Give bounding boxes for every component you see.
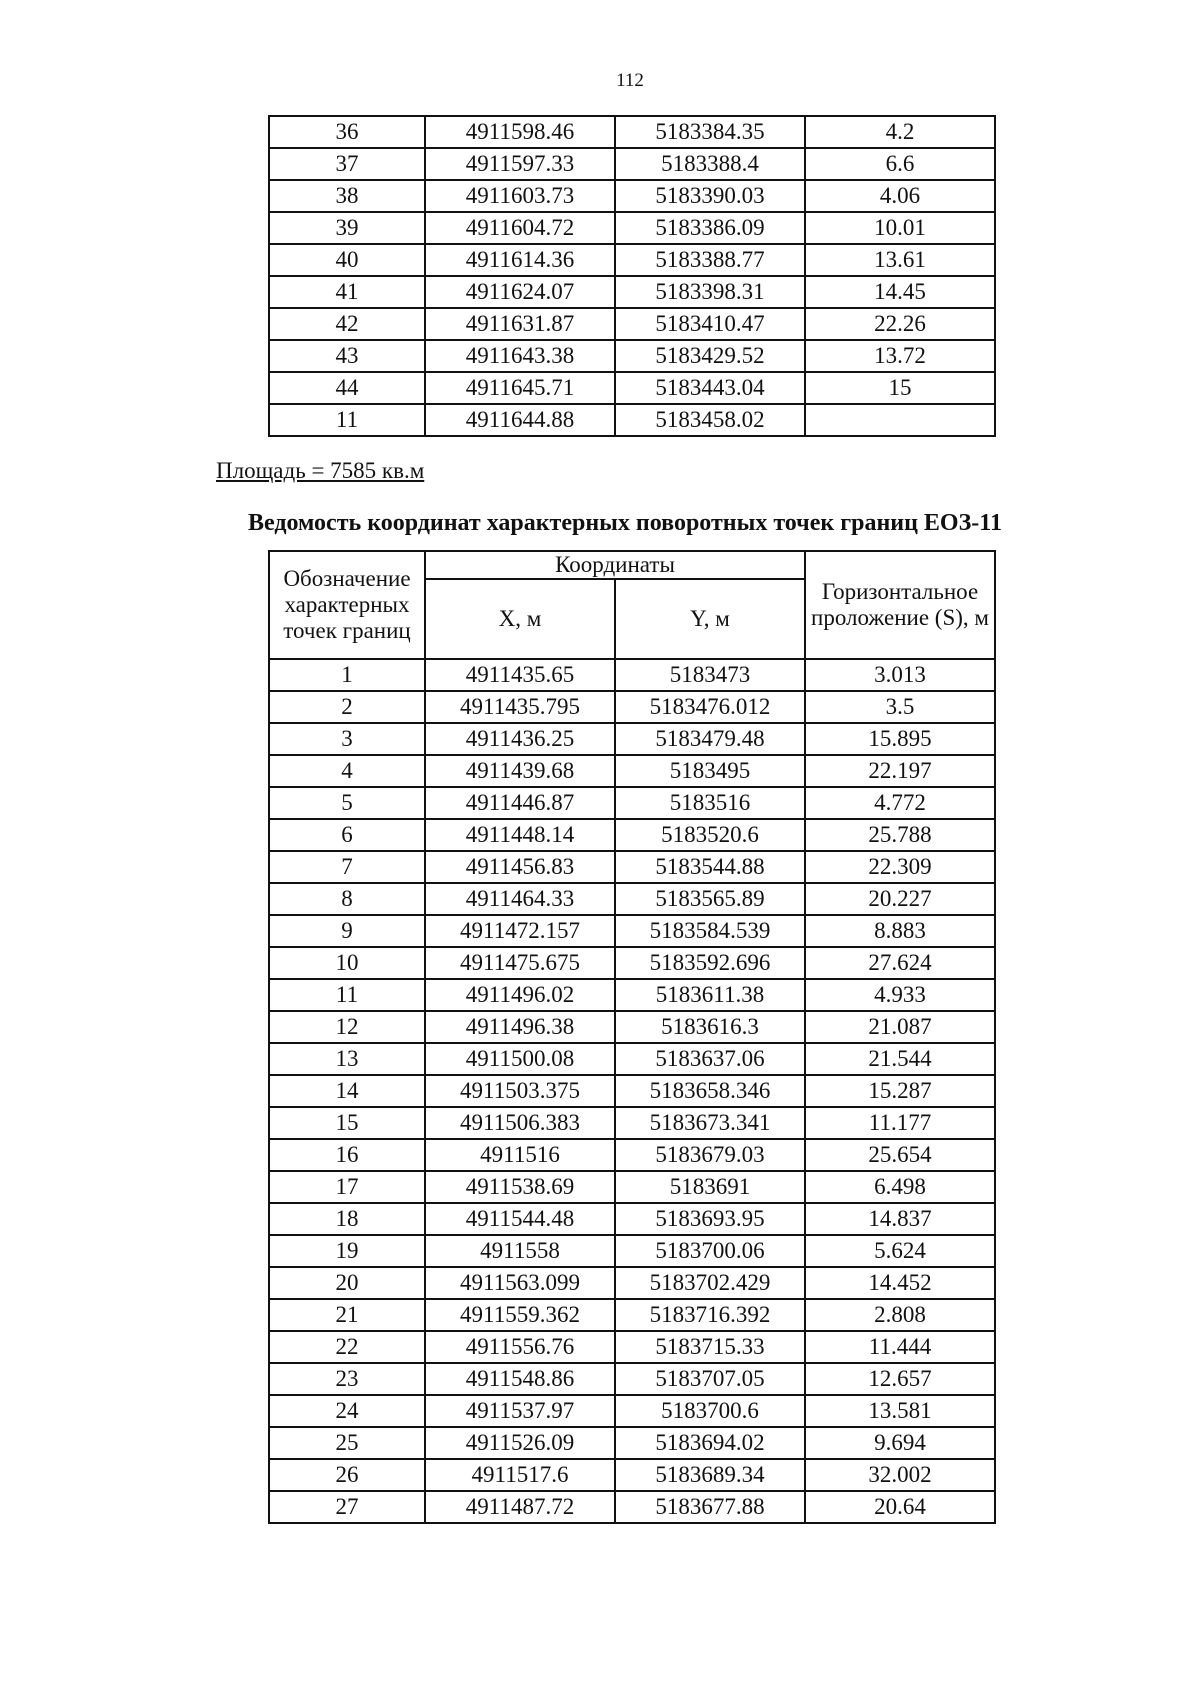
table-row — [269, 372, 995, 404]
header-x: X, м — [425, 579, 615, 659]
point-cell: 11 — [269, 404, 425, 436]
y-cell: 5183693.95 — [615, 1203, 805, 1235]
point-cell: 21 — [269, 1299, 425, 1331]
point-cell: 13 — [269, 1043, 425, 1075]
x-cell: 4911516 — [425, 1139, 615, 1171]
coordinates-table-body — [269, 116, 995, 436]
distance-cell: 25.654 — [805, 1139, 995, 1171]
x-cell: 4911563.099 — [425, 1267, 615, 1299]
table-row — [269, 947, 995, 979]
table-row — [269, 1363, 995, 1395]
y-cell: 5183700.06 — [615, 1235, 805, 1267]
x-cell: 4911526.09 — [425, 1427, 615, 1459]
y-cell: 5183384.35 — [615, 116, 805, 148]
x-cell: 4911559.362 — [425, 1299, 615, 1331]
y-cell: 5183390.03 — [615, 180, 805, 212]
x-cell: 4911475.675 — [425, 947, 615, 979]
distance-cell: 32.002 — [805, 1459, 995, 1491]
distance-cell: 13.61 — [805, 244, 995, 276]
distance-cell: 27.624 — [805, 947, 995, 979]
y-cell: 5183584.539 — [615, 915, 805, 947]
point-cell: 6 — [269, 819, 425, 851]
y-cell: 5183479.48 — [615, 723, 805, 755]
x-cell: 4911496.38 — [425, 1011, 615, 1043]
table-row — [269, 116, 995, 148]
point-cell: 25 — [269, 1427, 425, 1459]
distance-cell: 3.013 — [805, 659, 995, 691]
x-cell: 4911603.73 — [425, 180, 615, 212]
y-cell: 5183476.012 — [615, 691, 805, 723]
point-cell: 37 — [269, 148, 425, 180]
distance-cell — [805, 404, 995, 436]
y-cell: 5183673.341 — [615, 1107, 805, 1139]
x-cell: 4911448.14 — [425, 819, 615, 851]
point-cell: 22 — [269, 1331, 425, 1363]
x-cell: 4911558 — [425, 1235, 615, 1267]
distance-cell: 20.64 — [805, 1491, 995, 1523]
y-cell: 5183398.31 — [615, 276, 805, 308]
distance-cell: 25.788 — [805, 819, 995, 851]
table-row — [269, 180, 995, 212]
point-cell: 14 — [269, 1075, 425, 1107]
coordinates-table-continued — [268, 115, 996, 437]
y-cell: 5183700.6 — [615, 1395, 805, 1427]
x-cell: 4911446.87 — [425, 787, 615, 819]
header-coordinates: Координаты — [425, 551, 805, 579]
distance-cell: 8.883 — [805, 915, 995, 947]
y-cell: 5183473 — [615, 659, 805, 691]
area-label: Площадь = 7585 кв.м — [216, 458, 425, 483]
distance-cell: 15.287 — [805, 1075, 995, 1107]
point-cell: 18 — [269, 1203, 425, 1235]
table-row — [269, 883, 995, 915]
table-row — [269, 1139, 995, 1171]
x-cell: 4911624.07 — [425, 276, 615, 308]
distance-cell: 15.895 — [805, 723, 995, 755]
distance-cell: 11.177 — [805, 1107, 995, 1139]
distance-cell: 4.933 — [805, 979, 995, 1011]
table-row — [269, 755, 995, 787]
point-cell: 24 — [269, 1395, 425, 1427]
table-row — [269, 1299, 995, 1331]
distance-cell: 5.624 — [805, 1235, 995, 1267]
point-cell: 44 — [269, 372, 425, 404]
table-row — [269, 340, 995, 372]
x-cell: 4911496.02 — [425, 979, 615, 1011]
y-cell: 5183691 — [615, 1171, 805, 1203]
x-cell: 4911604.72 — [425, 212, 615, 244]
x-cell: 4911631.87 — [425, 308, 615, 340]
distance-cell: 13.72 — [805, 340, 995, 372]
y-cell: 5183565.89 — [615, 883, 805, 915]
point-cell: 11 — [269, 979, 425, 1011]
distance-cell: 4.2 — [805, 116, 995, 148]
distance-cell: 3.5 — [805, 691, 995, 723]
x-cell: 4911472.157 — [425, 915, 615, 947]
table-row — [269, 1459, 995, 1491]
distance-cell: 22.26 — [805, 308, 995, 340]
table-row — [269, 212, 995, 244]
point-cell: 43 — [269, 340, 425, 372]
point-cell: 40 — [269, 244, 425, 276]
point-cell: 19 — [269, 1235, 425, 1267]
table-row — [269, 1203, 995, 1235]
y-cell: 5183611.38 — [615, 979, 805, 1011]
table-row — [269, 1235, 995, 1267]
y-cell: 5183679.03 — [615, 1139, 805, 1171]
table-row — [269, 915, 995, 947]
table-row — [269, 1491, 995, 1523]
x-cell: 4911548.86 — [425, 1363, 615, 1395]
distance-cell: 22.309 — [805, 851, 995, 883]
x-cell: 4911644.88 — [425, 404, 615, 436]
y-cell: 5183707.05 — [615, 1363, 805, 1395]
point-cell: 5 — [269, 787, 425, 819]
y-cell: 5183716.392 — [615, 1299, 805, 1331]
distance-cell: 14.837 — [805, 1203, 995, 1235]
distance-cell: 20.227 — [805, 883, 995, 915]
distance-cell: 10.01 — [805, 212, 995, 244]
x-cell: 4911456.83 — [425, 851, 615, 883]
y-cell: 5183410.47 — [615, 308, 805, 340]
point-cell: 7 — [269, 851, 425, 883]
x-cell: 4911597.33 — [425, 148, 615, 180]
x-cell: 4911503.375 — [425, 1075, 615, 1107]
y-cell: 5183677.88 — [615, 1491, 805, 1523]
table-row — [269, 979, 995, 1011]
point-cell: 27 — [269, 1491, 425, 1523]
table-row — [269, 1427, 995, 1459]
table-row — [269, 851, 995, 883]
table-row — [269, 308, 995, 340]
table-row — [269, 691, 995, 723]
y-cell: 5183429.52 — [615, 340, 805, 372]
y-cell: 5183694.02 — [615, 1427, 805, 1459]
table-row — [269, 1107, 995, 1139]
y-cell: 5183388.4 — [615, 148, 805, 180]
distance-cell: 4.06 — [805, 180, 995, 212]
x-cell: 4911464.33 — [425, 883, 615, 915]
x-cell: 4911556.76 — [425, 1331, 615, 1363]
y-cell: 5183388.77 — [615, 244, 805, 276]
x-cell: 4911544.48 — [425, 1203, 615, 1235]
point-cell: 8 — [269, 883, 425, 915]
point-cell: 42 — [269, 308, 425, 340]
table-row — [269, 404, 995, 436]
point-cell: 26 — [269, 1459, 425, 1491]
point-cell: 17 — [269, 1171, 425, 1203]
y-cell: 5183715.33 — [615, 1331, 805, 1363]
distance-cell: 2.808 — [805, 1299, 995, 1331]
point-cell: 36 — [269, 116, 425, 148]
table-row — [269, 819, 995, 851]
table-row — [269, 723, 995, 755]
distance-cell: 14.45 — [805, 276, 995, 308]
x-cell: 4911517.6 — [425, 1459, 615, 1491]
table-header — [269, 551, 995, 659]
table-row — [269, 276, 995, 308]
x-cell: 4911538.69 — [425, 1171, 615, 1203]
distance-cell: 9.694 — [805, 1427, 995, 1459]
table-row — [269, 148, 995, 180]
y-cell: 5183495 — [615, 755, 805, 787]
x-cell: 4911435.795 — [425, 691, 615, 723]
point-cell: 1 — [269, 659, 425, 691]
point-cell: 3 — [269, 723, 425, 755]
header-row — [269, 551, 995, 579]
point-cell: 2 — [269, 691, 425, 723]
table-row — [269, 1395, 995, 1427]
y-cell: 5183544.88 — [615, 851, 805, 883]
x-cell: 4911436.25 — [425, 723, 615, 755]
table-row — [269, 787, 995, 819]
distance-cell: 22.197 — [805, 755, 995, 787]
point-cell: 41 — [269, 276, 425, 308]
point-cell: 10 — [269, 947, 425, 979]
distance-cell: 14.452 — [805, 1267, 995, 1299]
table-row — [269, 1075, 995, 1107]
x-cell: 4911645.71 — [425, 372, 615, 404]
table-row — [269, 1043, 995, 1075]
y-cell: 5183702.429 — [615, 1267, 805, 1299]
x-cell: 4911537.97 — [425, 1395, 615, 1427]
y-cell: 5183443.04 — [615, 372, 805, 404]
distance-cell: 12.657 — [805, 1363, 995, 1395]
coordinates-table-body — [269, 659, 995, 1523]
distance-cell: 11.444 — [805, 1331, 995, 1363]
table-row — [269, 244, 995, 276]
distance-cell: 15 — [805, 372, 995, 404]
page-number: 112 — [616, 70, 644, 91]
distance-cell: 21.544 — [805, 1043, 995, 1075]
y-cell: 5183689.34 — [615, 1459, 805, 1491]
x-cell: 4911487.72 — [425, 1491, 615, 1523]
table-row — [269, 659, 995, 691]
y-cell: 5183520.6 — [615, 819, 805, 851]
coordinates-table-eoz-11 — [268, 550, 996, 1524]
section-title: Ведомость координат характерных поворотных точек границ ЕОЗ-11 — [248, 510, 1002, 536]
y-cell: 5183616.3 — [615, 1011, 805, 1043]
distance-cell: 6.6 — [805, 148, 995, 180]
distance-cell: 6.498 — [805, 1171, 995, 1203]
y-cell: 5183592.696 — [615, 947, 805, 979]
point-cell: 4 — [269, 755, 425, 787]
header-point: Обозначение характерных точек границ — [269, 551, 425, 659]
x-cell: 4911439.68 — [425, 755, 615, 787]
point-cell: 20 — [269, 1267, 425, 1299]
table-row — [269, 1011, 995, 1043]
table-row — [269, 1171, 995, 1203]
header-distance: Горизонтальное проложение (S), м — [805, 551, 995, 659]
point-cell: 16 — [269, 1139, 425, 1171]
x-cell: 4911500.08 — [425, 1043, 615, 1075]
point-cell: 38 — [269, 180, 425, 212]
x-cell: 4911614.36 — [425, 244, 615, 276]
point-cell: 15 — [269, 1107, 425, 1139]
y-cell: 5183637.06 — [615, 1043, 805, 1075]
x-cell: 4911643.38 — [425, 340, 615, 372]
point-cell: 39 — [269, 212, 425, 244]
distance-cell: 4.772 — [805, 787, 995, 819]
x-cell: 4911598.46 — [425, 116, 615, 148]
table-row — [269, 1267, 995, 1299]
y-cell: 5183516 — [615, 787, 805, 819]
distance-cell: 13.581 — [805, 1395, 995, 1427]
point-cell: 23 — [269, 1363, 425, 1395]
y-cell: 5183386.09 — [615, 212, 805, 244]
x-cell: 4911435.65 — [425, 659, 615, 691]
distance-cell: 21.087 — [805, 1011, 995, 1043]
header-y: Y, м — [615, 579, 805, 659]
x-cell: 4911506.383 — [425, 1107, 615, 1139]
y-cell: 5183458.02 — [615, 404, 805, 436]
y-cell: 5183658.346 — [615, 1075, 805, 1107]
point-cell: 12 — [269, 1011, 425, 1043]
point-cell: 9 — [269, 915, 425, 947]
table-row — [269, 1331, 995, 1363]
